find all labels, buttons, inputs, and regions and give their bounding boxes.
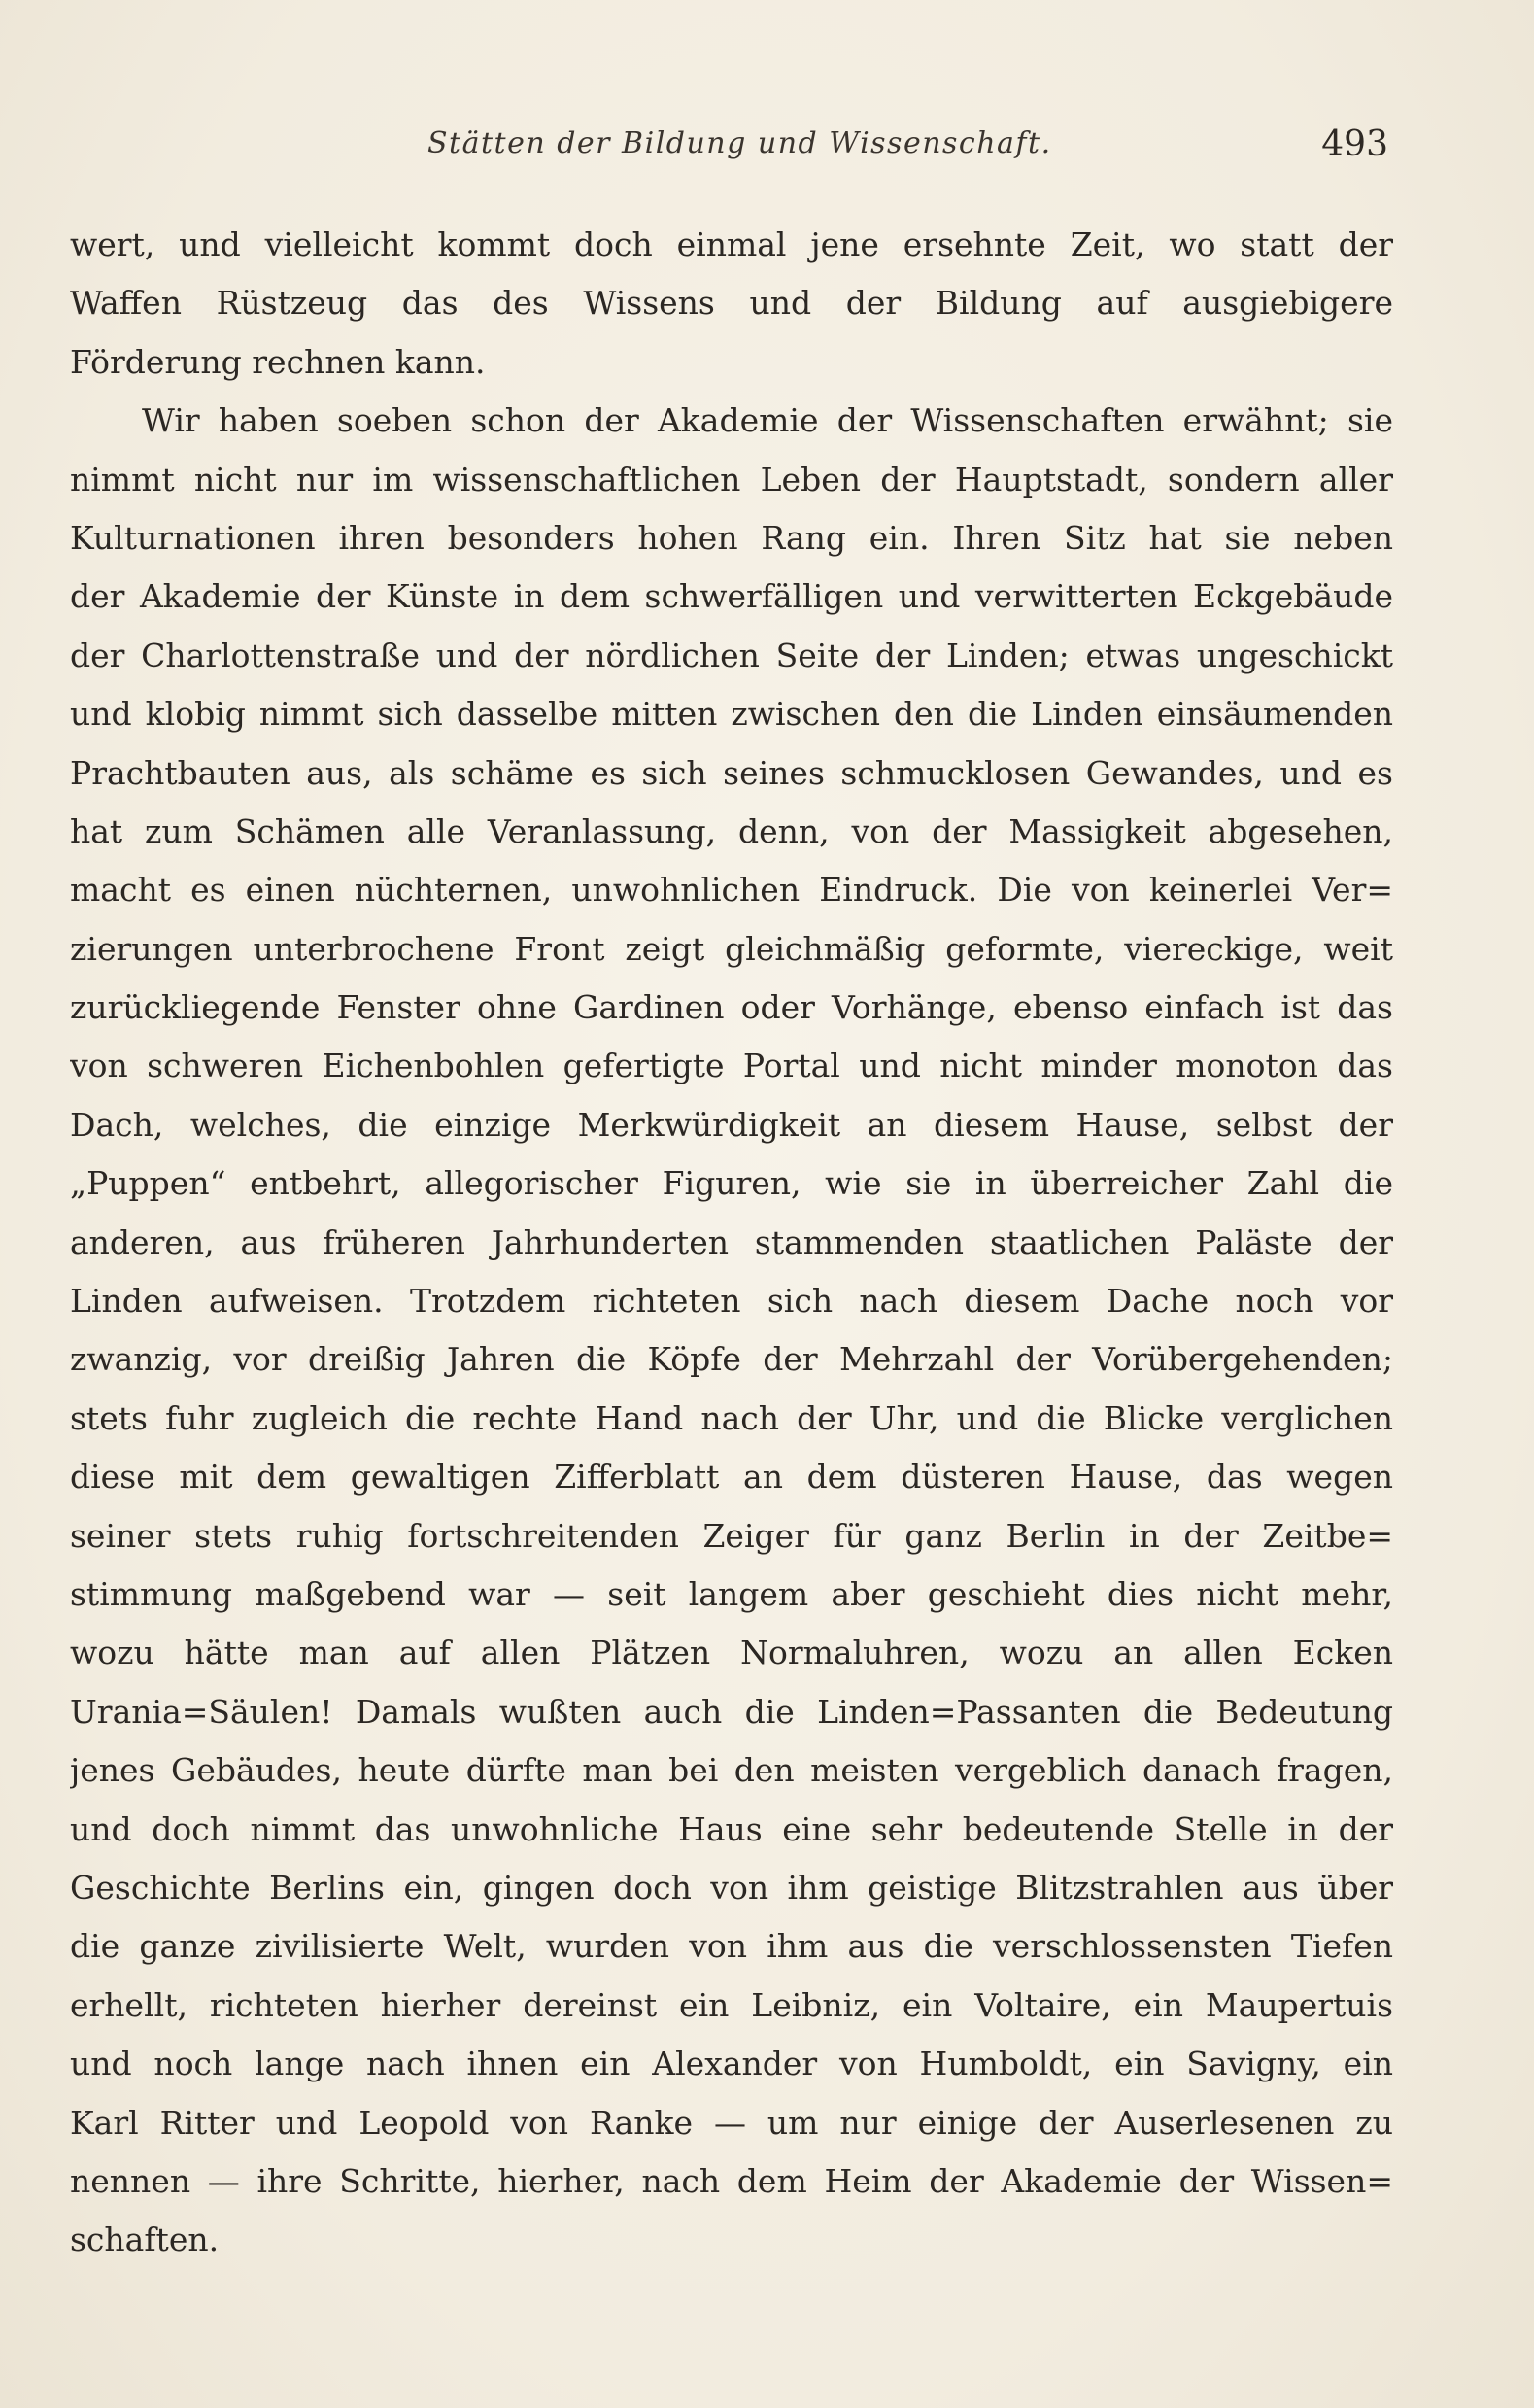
text-line: Dach, welches, die einzige Merkwürdigkeit an diesem Hause, selbst der xyxy=(70,1105,1393,1144)
text-line: Kulturnationen ihren besonders hohen Rang ein. Ihren Sitz hat sie neben xyxy=(70,518,1393,557)
text-line: Karl Ritter und Leopold von Ranke — um nur einige der Auserlesenen zu xyxy=(70,2103,1393,2142)
text-line: wozu hätte man auf allen Plätzen Normaluhren, wozu an allen Ecken xyxy=(70,1634,1393,1672)
page-number: 493 xyxy=(1321,124,1388,164)
text-line: stets fuhr zugleich die rechte Hand nach der Uhr, und die Blicke verglichen xyxy=(70,1398,1393,1437)
text-line: anderen, aus früheren Jahrhunderten stammenden staatlichen Paläste der xyxy=(70,1222,1393,1261)
text-line: und klobig nimmt sich dasselbe mitten zwischen den die Linden einsäumenden xyxy=(70,695,1393,734)
text-line: schaften. xyxy=(70,2220,220,2259)
text-line: Förderung rechnen kann. xyxy=(70,342,486,381)
text-line: diese mit dem gewaltigen Zifferblatt an dem düsteren Hause, das wegen xyxy=(70,1458,1393,1496)
text-line: Prachtbauten aus, als schäme es sich seines schmucklosen Gewandes, und es xyxy=(70,753,1393,792)
text-line: und doch nimmt das unwohnliche Haus eine sehr bedeutende Stelle in der xyxy=(70,1809,1393,1848)
paragraph-start-line: Wir haben soeben schon der Akademie der Wissenschaften erwähnt; sie xyxy=(142,401,1393,440)
text-line: zierungen unterbrochene Front zeigt gleichmäßig geformte, viereckige, weit xyxy=(70,929,1393,968)
text-line: macht es einen nüchternen, unwohnlichen Eindruck. Die von keinerlei Ver= xyxy=(70,871,1393,910)
text-line: Waffen Rüstzeug das des Wissens und der Bildung auf ausgiebigere xyxy=(70,284,1393,323)
text-line: erhellt, richteten hierher dereinst ein Leibniz, ein Voltaire, ein Maupertuis xyxy=(70,1985,1393,2024)
text-line: zurückliegende Fenster ohne Gardinen oder Vorhänge, ebenso einfach ist das xyxy=(70,988,1393,1027)
text-line: Urania=Säulen! Damals wußten auch die Linden=Passanten die Bedeutung xyxy=(70,1692,1393,1731)
body-text xyxy=(70,216,1393,2270)
running-head: Stätten der Bildung und Wissenschaft. xyxy=(427,126,1052,160)
text-line: zwanzig, vor dreißig Jahren die Köpfe der Mehrzahl der Vorübergehenden; xyxy=(70,1340,1393,1379)
text-line: nimmt nicht nur im wissenschaftlichen Leben der Hauptstadt, sondern aller xyxy=(70,460,1393,499)
text-line: „Puppen“ entbehrt, allegorischer Figuren, wie sie in überreicher Zahl die xyxy=(70,1164,1393,1203)
text-line: stimmung maßgebend war — seit langem aber geschieht dies nicht mehr, xyxy=(70,1574,1393,1613)
text-line: von schweren Eichenbohlen gefertigte Portal und nicht minder monoton das xyxy=(70,1047,1393,1085)
text-line: und noch lange nach ihnen ein Alexander von Humboldt, ein Savigny, ein xyxy=(70,2045,1393,2083)
text-line: seiner stets ruhig fortschreitenden Zeiger für ganz Berlin in der Zeitbe= xyxy=(70,1516,1393,1555)
text-line: hat zum Schämen alle Veranlassung, denn, von der Massigkeit abgesehen, xyxy=(70,811,1393,850)
text-line: der Akademie der Künste in dem schwerfälligen und verwitterten Eckgebäude xyxy=(70,577,1393,616)
text-line: wert, und vielleicht kommt doch einmal jene ersehnte Zeit, wo statt der xyxy=(70,225,1393,263)
text-line: die ganze zivilisierte Welt, wurden von ihm aus die verschlossensten Tiefen xyxy=(70,1927,1393,1966)
text-line: der Charlottenstraße und der nördlichen Seite der Linden; etwas ungeschickt xyxy=(70,636,1393,674)
text-line: Linden aufweisen. Trotzdem richteten sich nach diesem Dache noch vor xyxy=(70,1282,1393,1321)
text-line: nennen — ihre Schritte, hierher, nach dem Heim der Akademie der Wissen= xyxy=(70,2161,1393,2200)
text-line: Geschichte Berlins ein, gingen doch von ihm geistige Blitzstrahlen aus über xyxy=(70,1868,1393,1907)
text-line: jenes Gebäudes, heute dürfte man bei den meisten vergeblich danach fragen, xyxy=(70,1751,1393,1790)
